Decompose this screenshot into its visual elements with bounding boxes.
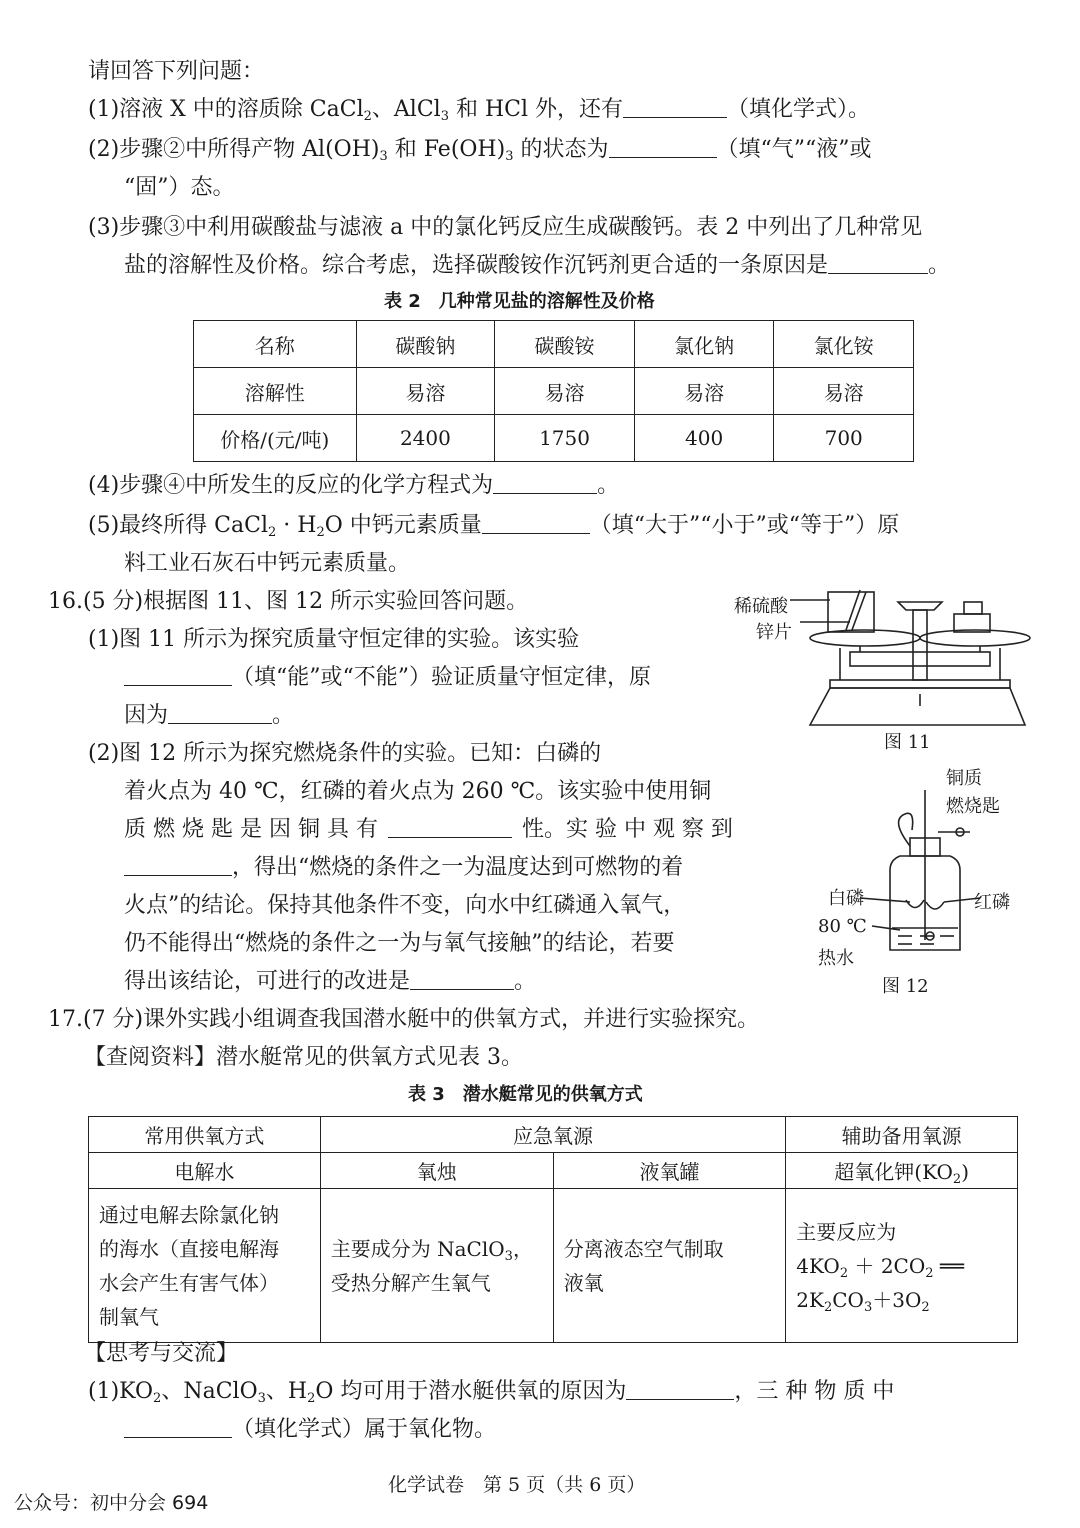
watermark-text: 公众号：初中分会 694 <box>14 1492 209 1514</box>
q16-part2-l6: 仍不能得出“燃烧的条件之一为与氧气接触”的结论，若要 <box>124 931 675 956</box>
q15-part5: (5)最终所得 CaCl$_2$ · $H_2O$ 中钙元素质量 （填“大于”“小于”或“等于”）原 <box>88 513 900 540</box>
table2-cell: 1750 <box>495 415 635 462</box>
answer-blank[interactable] <box>828 251 928 274</box>
table2-header-cell: 氯化铵 <box>774 321 914 368</box>
fig12-label-spoon: 燃烧匙 <box>946 796 1000 817</box>
table2-header-cell: 名称 <box>194 321 357 368</box>
answer-blank[interactable] <box>124 663 232 686</box>
answer-blank[interactable] <box>388 815 512 838</box>
q15-part2: (2)步骤②中所得产物 $Al(OH)_3$ 和 $Fe(OH)_3$ 的状态为 （填“气”“液”或 <box>88 137 872 164</box>
table3-cell-oxygen-candle: 主要成分为 NaClO$_3$， 受热分解产生氧气 <box>320 1189 553 1343</box>
table3 <box>88 1116 1018 1343</box>
table3-header-cell: 辅助备用氧源 <box>786 1117 1018 1153</box>
fig12-label-white-p: 白磷 <box>828 888 864 909</box>
answer-blank[interactable] <box>124 853 232 876</box>
page-footer: 化学试卷 第 5 页（共 6 页） <box>388 1474 646 1496</box>
table3-header-cell: 应急氧源 <box>320 1117 786 1153</box>
table2-cell: 易溶 <box>634 368 774 415</box>
q16-title: 16.(5 分)根据图 11、图 12 所示实验回答问题。 <box>48 589 529 614</box>
answer-blank[interactable] <box>168 701 272 724</box>
q15-part4: (4)步骤④中所发生的反应的化学方程式为 。 <box>88 473 620 498</box>
q16-part2-l3: 质 燃 烧 匙 是 因 铜 具 有 性。实 验 中 观 察 到 <box>124 817 733 842</box>
q16-part2-l2: 着火点为 40 ℃，红磷的着火点为 260 ℃。该实验中使用铜 <box>124 779 712 804</box>
q15-part3: (3)步骤③中利用碳酸盐与滤液 a 中的氯化钙反应生成碳酸钙。表 2 中列出了几种常见 <box>88 215 923 240</box>
q16-part1: (1)图 11 所示为探究质量守恒定律的实验。该实验 <box>88 627 580 652</box>
table3-subheader-cell: 电解水 <box>89 1153 321 1189</box>
table3-subheader-cell: 氧烛 <box>320 1153 553 1189</box>
q16-part1-cont: （填“能”或“不能”）验证质量守恒定律，原 <box>124 662 651 694</box>
table2-cell: 易溶 <box>774 368 914 415</box>
answer-blank[interactable] <box>482 511 590 534</box>
fig12-label-red-p: 红磷 <box>974 892 1010 913</box>
table2-cell: 价格/(元/吨) <box>194 415 357 462</box>
table3-header-cell: 常用供氧方式 <box>89 1117 321 1153</box>
table2-cell: 400 <box>634 415 774 462</box>
q15-part1: (1)溶液 X 中的溶质除 CaCl$_2$、AlCl$_3$ 和 HCl 外，还有 （填化学式）。 <box>88 97 871 124</box>
q17-part1-cont: （填化学式）属于氧化物。 <box>124 1414 496 1446</box>
table2-caption: 表 2 几种常见盐的溶解性及价格 <box>384 291 655 312</box>
table3-cell-ko2: 主要反应为 $4KO_2 + 2CO_2$ ══ $2K_2CO_3+3O_2$ <box>786 1189 1018 1343</box>
answer-blank[interactable] <box>410 967 514 990</box>
answer-blank[interactable] <box>124 1415 232 1438</box>
q17-think-heading: 【思考与交流】 <box>84 1341 239 1366</box>
fig12-label-temp: 80 ℃ <box>818 916 867 937</box>
fig11-label-zinc: 锌片 <box>756 622 792 643</box>
q17-reference: 【查阅资料】潜水艇常见的供氧方式见表 3。 <box>84 1045 523 1070</box>
answer-blank[interactable] <box>626 1377 734 1400</box>
q17-title: 17.(7 分)课外实践小组调查我国潜水艇中的供氧方式，并进行实验探究。 <box>48 1007 760 1032</box>
fig12-label-water: 热水 <box>818 948 854 969</box>
answer-blank[interactable] <box>493 471 597 494</box>
q16-part2: (2)图 12 所示为探究燃烧条件的实验。已知：白磷的 <box>88 741 602 766</box>
intro-text: 请回答下列问题： <box>88 59 265 84</box>
answer-blank[interactable] <box>609 135 717 158</box>
q16-part2-l4: ，得出“燃烧的条件之一为温度达到可燃物的着 <box>124 852 683 884</box>
table2-header-cell: 碳酸铵 <box>495 321 635 368</box>
fig11-label-acid: 稀硫酸 <box>734 596 788 617</box>
table2-cell: 2400 <box>356 415 495 462</box>
q15-part2-cont: “固”）态。 <box>124 175 235 200</box>
table3-subheader-cell: 液氧罐 <box>553 1153 786 1189</box>
q17-part1: $(1)KO_2$、NaClO$_3$、$H_2O$ 均可用于潜水艇供氧的原因为 ，三 种 物 质 中 <box>88 1379 895 1406</box>
table3-subheader-cell: 超氧化钾$(KO_2)$ <box>786 1153 1018 1189</box>
table2-cell: 溶解性 <box>194 368 357 415</box>
q16-part2-l5: 火点”的结论。保持其他条件不变，向水中红磷通入氧气， <box>124 893 686 918</box>
fig12-caption: 图 12 <box>882 976 929 997</box>
table2-cell: 易溶 <box>495 368 635 415</box>
q15-part5-cont: 料工业石灰石中钙元素质量。 <box>124 551 411 576</box>
table2-cell: 700 <box>774 415 914 462</box>
table2-cell: 易溶 <box>356 368 495 415</box>
table2 <box>193 320 914 462</box>
fig12-label-copper: 铜质 <box>946 768 982 789</box>
q16-part2-l7: 得出该结论，可进行的改进是 。 <box>124 969 537 994</box>
table3-caption: 表 3 潜水艇常见的供氧方式 <box>408 1084 643 1105</box>
fig11-caption: 图 11 <box>884 732 931 753</box>
q15-part3-cont: 盐的溶解性及价格。综合考虑，选择碳酸铵作沉钙剂更合适的一条原因是 。 <box>124 253 951 278</box>
table3-cell-liquid-oxygen: 分离液态空气制取 液氧 <box>553 1189 786 1343</box>
q16-part1-cont2: 因为 。 <box>124 703 295 728</box>
answer-blank[interactable] <box>623 95 727 118</box>
table2-header-cell: 碳酸钠 <box>356 321 495 368</box>
table3-cell-electrolysis: 通过电解去除氯化钠 的海水（直接电解海 水会产生有害气体） 制氧气 <box>89 1189 321 1343</box>
table2-header-cell: 氯化钠 <box>634 321 774 368</box>
